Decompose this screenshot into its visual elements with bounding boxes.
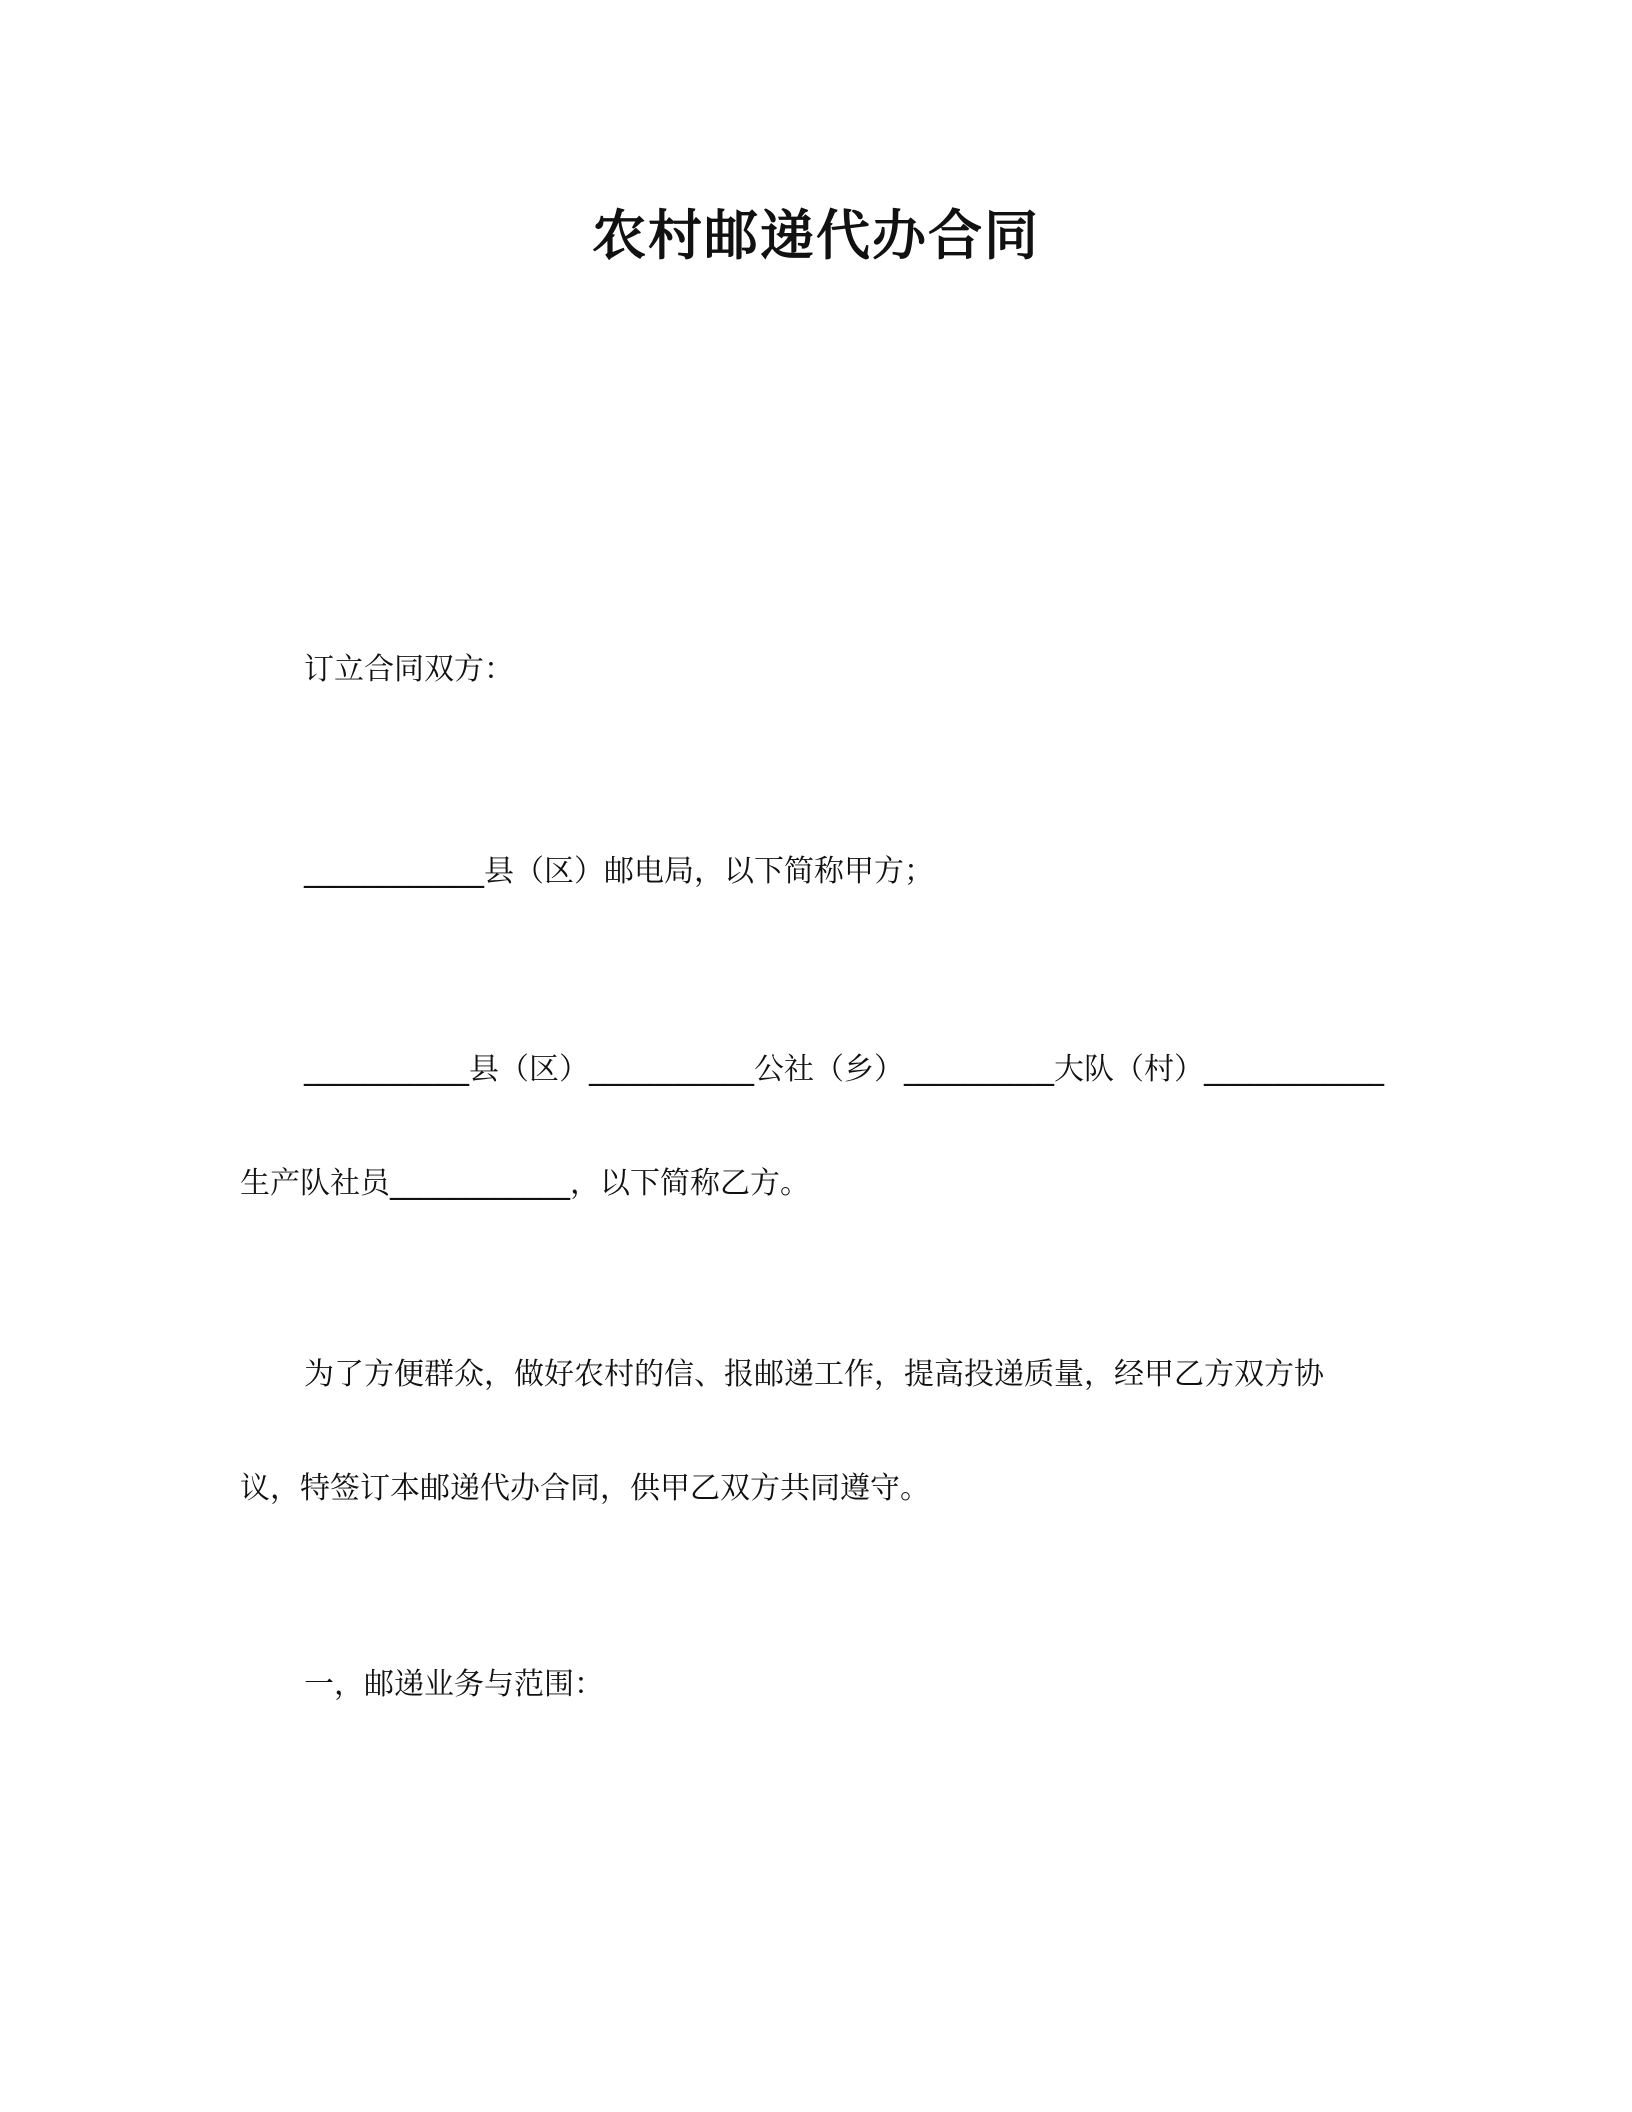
purpose-line-2: 议，特签订本邮递代办合同，供甲乙双方共同遵守。 (240, 1471, 930, 1506)
party-b-brigade-label: 大队（村） (1054, 1052, 1204, 1087)
party-b-line-1 (240, 1050, 1392, 1090)
party-a-line (240, 852, 1392, 892)
purpose-line-1: 为了方便群众，做好农村的信、报邮递工作，提高投递质量，经甲乙方双方协 (304, 1357, 1324, 1392)
party-b-commune-label: 公社（乡） (754, 1052, 904, 1087)
party-b-county-blank: ___________ (304, 1052, 469, 1087)
document-title: 农村邮递代办合同 (592, 204, 1040, 267)
party-b-member-label: 生产队社员 (240, 1166, 390, 1201)
party-b-text: ，以下简称乙方。 (570, 1166, 810, 1201)
section-1-heading: 一，邮递业务与范围： (304, 1667, 604, 1702)
parties-heading: 订立合同双方： (304, 652, 514, 687)
party-b-county-label: 县（区） (469, 1052, 589, 1087)
party-b-team-blank: ____________ (1204, 1052, 1384, 1087)
party-a-name-blank: ____________ (304, 854, 484, 889)
party-a-text: 县（区）邮电局，以下简称甲方； (484, 854, 934, 889)
party-b-brigade-blank: __________ (904, 1052, 1054, 1087)
party-b-line-2 (240, 1164, 1392, 1204)
party-b-commune-blank: ___________ (589, 1052, 754, 1087)
party-b-member-blank: ____________ (390, 1166, 570, 1201)
